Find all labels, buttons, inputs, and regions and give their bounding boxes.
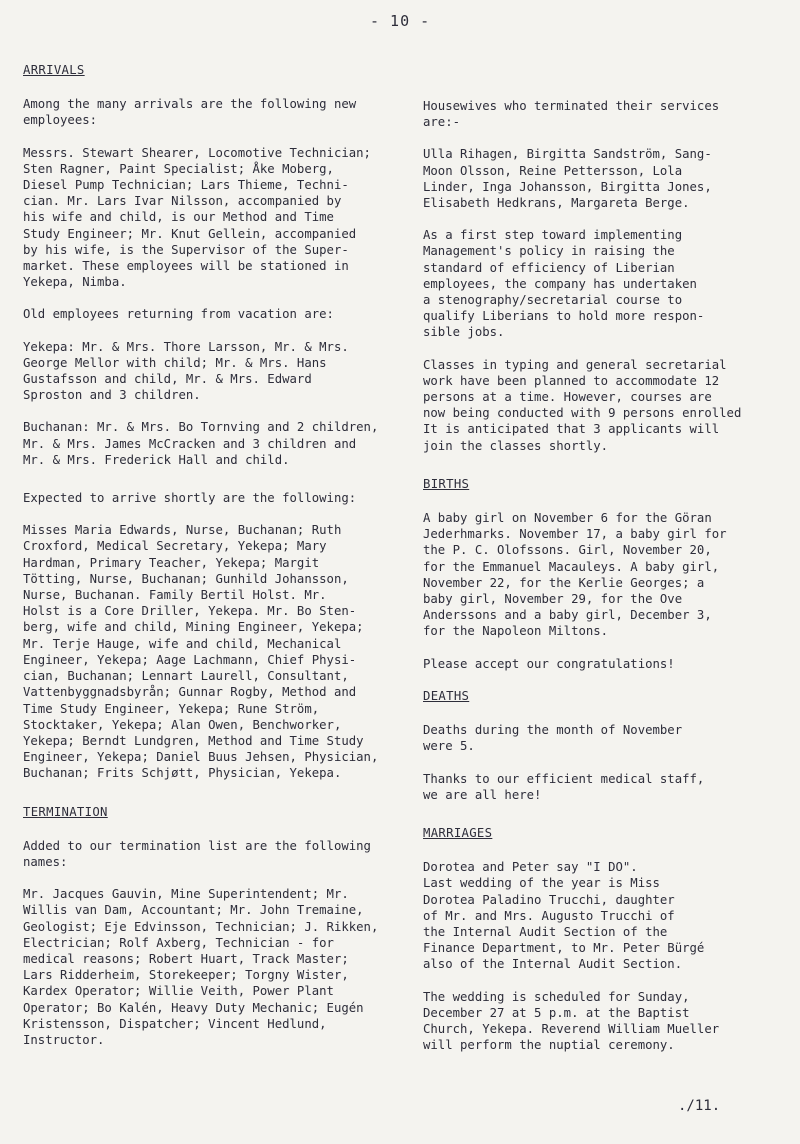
classes-paragraph: Classes in typing and general secretarial work have been planned to accommodate 12 persons at a time. However, courses are now being conducted with 9 persons enrolled It is anticipated that 3 applicants will join the classes shortly. [423, 357, 742, 453]
marriages-heading: MARRIAGES [423, 825, 493, 840]
deaths-text: Deaths during the month of November were 5. [423, 723, 683, 754]
training-paragraph: As a first step toward implementing Management's policy in raising the standard of efficiency of Liberian employees, the company has undertaken a stenography/secretarial course to qualify Liberians to hold more respon- sible jobs. [423, 228, 705, 340]
arrivals-heading: ARRIVALS [23, 63, 85, 77]
arrivals-intro: Among the many arrivals are the following new employees: [23, 97, 357, 128]
continuation-marker: ./11. [678, 1098, 721, 1114]
expected-list: Misses Maria Edwards, Nurse, Buchanan; Ruth Croxford, Medical Secretary, Yekepa; Mary Hardman, Primary Teacher, Yekepa; Margit Tötting, Nurse, Buchanan; Gunhild Johansson, Nurse, Buchanan. Family Bertil Holst. Mr. Holst is a Core Driller, Yekepa. Mr. Bo Sten- berg, wife and child, Mining Engineer, Yekepa; Mr. Terje Hauge, wife and child, Mechanical Engineer, Yekepa; Aage Lachmann, Chief Physi- cian, Buchanan; Lennart Laurell, Consultant, Vattenbyggnadsbyrån; Gunnar Rogby, Method and Time Study Engineer, Yekepa; Rune Ström, Stocktaker, Yekepa; Alan Owen, Benchworker, Yekepa; Berndt Lundgren, Method and Time Study Engineer, Yekepa; Daniel Buus Jehsen, Physician, Buchanan; Frits Schjøtt, Physician, Yekepa. [23, 523, 379, 781]
termination-heading: TERMINATION [23, 804, 108, 819]
births-heading: BIRTHS [423, 476, 470, 491]
termination-list: Mr. Jacques Gauvin, Mine Superintendent; Mr. Willis van Dam, Accountant; Mr. John Tremaine, Geologist; Eje Edvinsson, Technician; J. Rikken, Electrician; Rolf Axberg, Technician - for medical reasons; Robert Huart, Track Master; Lars Ridderheim, Storekeeper; Torgny Wister, Kardex Operator; Willie Veith, Power Plant Operator; Bo Kalén, Heavy Duty Mechanic; Eugén Kristensson, Dispatcher; Vincent Hedlund, Instructor. [23, 887, 379, 1047]
deaths-thanks: Thanks to our efficient medical staff, we are all here! [423, 771, 705, 802]
marriages-ceremony: The wedding is scheduled for Sunday, December 27 at 5 p.m. at the Baptist Church, Yekepa. Reverend William Mueller will perform the nuptial ceremony. [423, 989, 720, 1053]
returning-intro: Old employees returning from vacation are: [23, 307, 334, 322]
new-employees-paragraph: Messrs. Stewart Shearer, Locomotive Technician; Sten Ragner, Paint Specialist; Åke Moberg, Diesel Pump Technician; Lars Thieme, Techni- cian. Mr. Lars Ivar Nilsson, accompanied by his wife and child, is our Method and Time Study Engineer; Mr. Knut Gellein, accompanied by his wife, is the Supervisor of the Super- market. These employees will be stationed in Yekepa, Nimba. [23, 145, 371, 290]
deaths-heading: DEATHS [423, 688, 470, 703]
births-text: A baby girl on November 6 for the Göran Jederhmarks. November 17, a baby girl for the P. C. Olofssons. Girl, November 20, for the Emmanuel Macauleys. A baby girl, November 22, for the Kerlie Georges; a baby girl, November 29, for the Ove Anderssons and a baby girl, December 3, for the Napoleon Miltons. [423, 511, 727, 639]
page-number: - 10 - [370, 12, 431, 30]
marriages-text: Dorotea and Peter say "I DO". Last wedding of the year is Miss Dorotea Paladino Trucchi, daughter of Mr. and Mrs. Augusto Trucchi of the Internal Audit Section of the Finance Department, to Mr. Peter Bürgé also of the Internal Audit Section. [423, 860, 705, 972]
returning-yekepa: Yekepa: Mr. & Mrs. Thore Larsson, Mr. & Mrs. George Mellor with child; Mr. & Mrs. Hans Gustafsson and child, Mr. & Mrs. Edward Sproston and 3 children. [23, 339, 349, 403]
housewives-list: Ulla Rihagen, Birgitta Sandström, Sang- Moon Olsson, Reine Pettersson, Lola Linder, Inga Johansson, Birgitta Jones, Elisabeth Hedkrans, Margareta Berge. [423, 147, 712, 211]
termination-intro: Added to our termination list are the following names: [23, 838, 371, 869]
housewives-intro: Housewives who terminated their services are:- [423, 99, 720, 130]
right-column [423, 98, 793, 1069]
returning-buchanan: Buchanan: Mr. & Mrs. Bo Tornving and 2 children, Mr. & Mrs. James McCracken and 3 children and Mr. & Mrs. Frederick Hall and child. [23, 420, 379, 467]
births-congrats: Please accept our congratulations! [423, 656, 675, 671]
expected-intro: Expected to arrive shortly are the following: [23, 491, 357, 506]
left-column [23, 62, 398, 1064]
